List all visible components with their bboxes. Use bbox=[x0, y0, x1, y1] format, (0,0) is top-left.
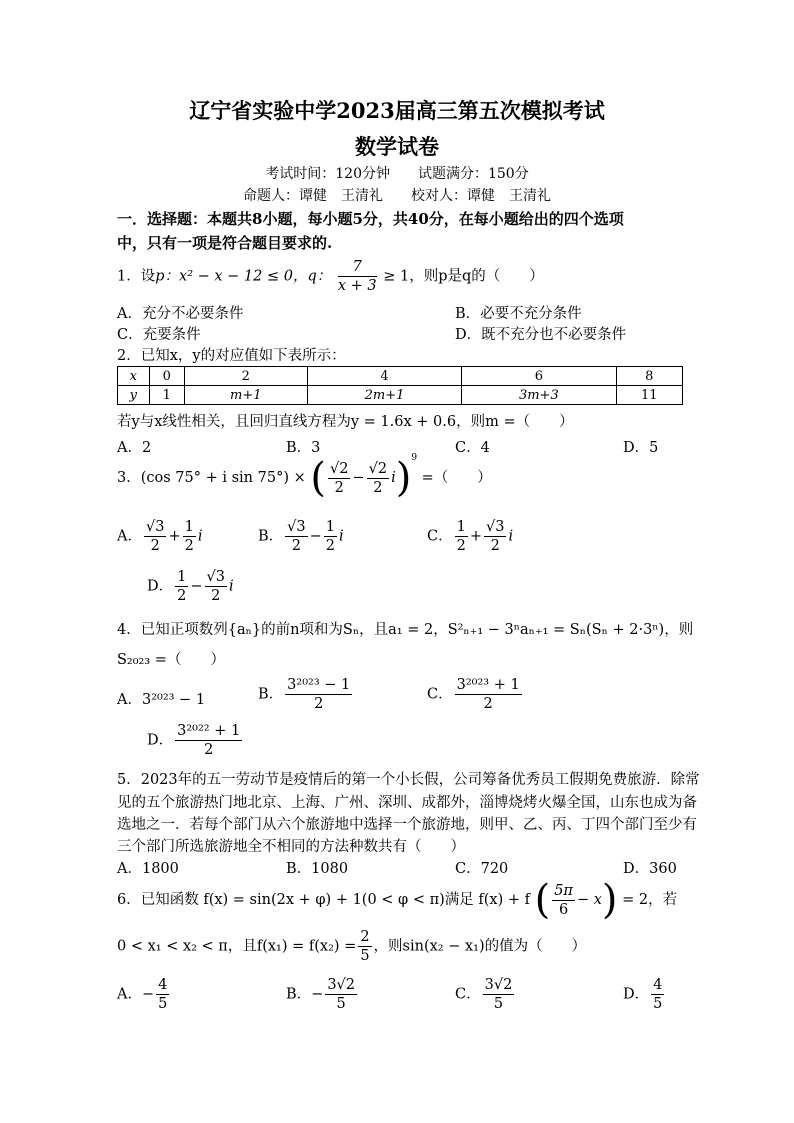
q1-frac-num: 7 bbox=[338, 258, 377, 277]
question-5-stem-line2: 见的五个旅游热门地北京、上海、广州、深圳、成都外，淄博烧烤火爆全国，山东也成为备 bbox=[117, 795, 697, 811]
q3-option-c[interactable]: C． $\frac{1}{2}$ + $\frac{√3}{2}$ i bbox=[427, 519, 514, 554]
exam-title: 辽宁省实验中学2023届高三第五次模拟考试 bbox=[189, 98, 605, 123]
q3-option-b[interactable]: B． $\frac{√3}{2}$ − $\frac{1}{2}$ i bbox=[258, 519, 344, 554]
q2-value-table bbox=[117, 366, 683, 405]
q6-frac: $\frac{5\pi}{6}$ bbox=[554, 882, 573, 918]
q2-regression-line: 若y与x线性相关，且回归直线方程为y = 1.6x + 0.6，则m =（ ） bbox=[117, 414, 574, 430]
q1-option-d[interactable]: D．既不充分也不必要条件 bbox=[455, 327, 627, 343]
q3-frac-1: $\frac{√2}{2}$ bbox=[329, 460, 349, 496]
q5-option-b[interactable]: B．1080 bbox=[286, 861, 349, 877]
question-2-stem: 2．已知x，y的对应值如下表所示： bbox=[117, 348, 346, 364]
question-3-stem: 3．(cos 75° + i sin 75°) × ( $\frac{√2}{2}$ − $\frac{√2}{2}$ i)$^9$ =（ ） bbox=[117, 453, 492, 501]
q3-suffix: =（ ） bbox=[421, 470, 492, 486]
q4-option-c[interactable]: C． $\frac{\text{3²⁰²³ + 1}}{2}$ bbox=[427, 677, 520, 712]
q6-option-a[interactable]: A．− $\frac{4}{5}$ bbox=[117, 977, 168, 1012]
q3-right-paren: ) bbox=[395, 455, 412, 501]
question-5-stem-line4: 三个部门所选旅游地全不相同的方法种数共有（ ） bbox=[117, 839, 465, 855]
q4-option-b[interactable]: B． $\frac{\text{3²⁰²³ − 1}}{2}$ bbox=[258, 677, 351, 712]
q2-option-b[interactable]: B．3 bbox=[286, 440, 321, 456]
question-6-stem-line2: 0 < x₁ < x₂ < π，且f(x₁) = f(x₂) = $\frac{2}{5}$ ，则sin(x₂ − x₁)的值为（ ） bbox=[117, 929, 587, 964]
q6-option-b[interactable]: B．− $\frac{3√2}{5}$ bbox=[286, 977, 356, 1012]
exam-subtitle: 数学试卷 bbox=[355, 134, 439, 159]
table-cell: 2 bbox=[184, 367, 307, 386]
q3-option-d[interactable]: D． $\frac{1}{2}$ − $\frac{√3}{2}$ i bbox=[147, 569, 234, 604]
question-5-stem-line3: 选地之一．若每个部门从六个旅游地中选择一个旅游地，则甲、乙、丙、丁四个部门至少有 bbox=[117, 817, 697, 833]
q6-suffix: = 2，若 bbox=[622, 892, 678, 908]
q6-option-c[interactable]: C． $\frac{3√2}{5}$ bbox=[455, 977, 513, 1012]
q4-option-a[interactable]: A．3²⁰²³ − 1 bbox=[117, 692, 206, 708]
q3-frac-2: $\frac{√2}{2}$ bbox=[368, 460, 388, 496]
q2-option-a[interactable]: A．2 bbox=[117, 440, 152, 456]
question-4-stem: 4．已知正项数列{aₙ}的前n项和为Sₙ，且a₁ = 2，S²ₙ₊₁ − 3ⁿaₙ₊₁ = Sₙ(Sₙ + 2·3ⁿ)，则 bbox=[117, 622, 694, 638]
q1-suffix: ≥ 1，则p是q的（ ） bbox=[383, 268, 544, 285]
table-cell: x bbox=[118, 367, 150, 386]
question-5-stem-line1: 5．2023年的五一劳动节是疫情后的第一个小长假，公司筹备优秀员工假期免费旅游．除常 bbox=[117, 772, 700, 788]
q5-option-d[interactable]: D．360 bbox=[623, 861, 677, 877]
q3-prefix: 3．(cos 75° + i sin 75°) × bbox=[117, 470, 306, 486]
q6-option-d[interactable]: D． $\frac{4}{5}$ bbox=[623, 977, 663, 1012]
question-6-stem: 6．已知函数 f(x) = sin(2x + φ) + 1(0 < φ < π)满足 f(x) + f ( $\frac{5\pi}{6}$ − x) = 2，若 bbox=[117, 877, 678, 923]
table-cell: 6 bbox=[462, 367, 616, 386]
table-cell: 11 bbox=[616, 386, 682, 405]
q1-fraction bbox=[338, 258, 377, 295]
exam-meta-time: 考试时间：120分钟 试题满分：150分 bbox=[265, 166, 529, 182]
q3-option-a[interactable]: A． $\frac{√3}{2}$ + $\frac{1}{2}$ i bbox=[117, 519, 203, 554]
q3-exponent: 9 bbox=[411, 453, 418, 464]
table-cell: 0 bbox=[149, 367, 184, 386]
q1-prefix: 1．设 bbox=[117, 268, 156, 285]
table-cell: y bbox=[118, 386, 150, 405]
q5-option-a[interactable]: A．1800 bbox=[117, 861, 179, 877]
q1-conditions: p：x² − x − 12 ≤ 0，q： bbox=[155, 268, 332, 285]
q2-option-c[interactable]: C．4 bbox=[455, 440, 490, 456]
q1-frac-den: x + 3 bbox=[337, 278, 377, 294]
question-4-stem-line2: S₂₀₂₃ =（ ） bbox=[117, 652, 225, 668]
table-row-x bbox=[118, 367, 683, 386]
table-cell: 4 bbox=[307, 367, 461, 386]
table-cell: 8 bbox=[616, 367, 682, 386]
table-cell: 1 bbox=[149, 386, 184, 405]
question-1-stem bbox=[117, 258, 544, 295]
q1-option-c[interactable]: C．充要条件 bbox=[117, 327, 201, 343]
q2-option-d[interactable]: D．5 bbox=[623, 440, 659, 456]
q6-prefix: 6．已知函数 f(x) = sin(2x + φ) + 1(0 < φ < π)满足 f(x) + f bbox=[117, 892, 530, 908]
table-row-y bbox=[118, 386, 683, 405]
q1-option-b[interactable]: B．必要不充分条件 bbox=[455, 306, 582, 322]
q4-option-d[interactable]: D． $\frac{\text{3²⁰²² + 1}}{2}$ bbox=[147, 723, 241, 758]
section1-heading-line2: 中，只有一项是符合题目要求的. bbox=[117, 234, 333, 252]
table-cell: m+1 bbox=[184, 386, 307, 405]
section1-heading-line1: 一．选择题：本题共8小题，每小题5分，共40分，在每小题给出的四个选项 bbox=[117, 210, 624, 228]
q3-left-paren: ( bbox=[310, 455, 326, 501]
q5-option-c[interactable]: C．720 bbox=[455, 861, 509, 877]
exam-meta-authors: 命题人：谭健 王清礼 校对人：谭健 王清礼 bbox=[243, 188, 551, 204]
q1-option-a[interactable]: A．充分不必要条件 bbox=[117, 306, 244, 322]
table-cell: 2m+1 bbox=[307, 386, 461, 405]
table-cell: 3m+3 bbox=[462, 386, 616, 405]
